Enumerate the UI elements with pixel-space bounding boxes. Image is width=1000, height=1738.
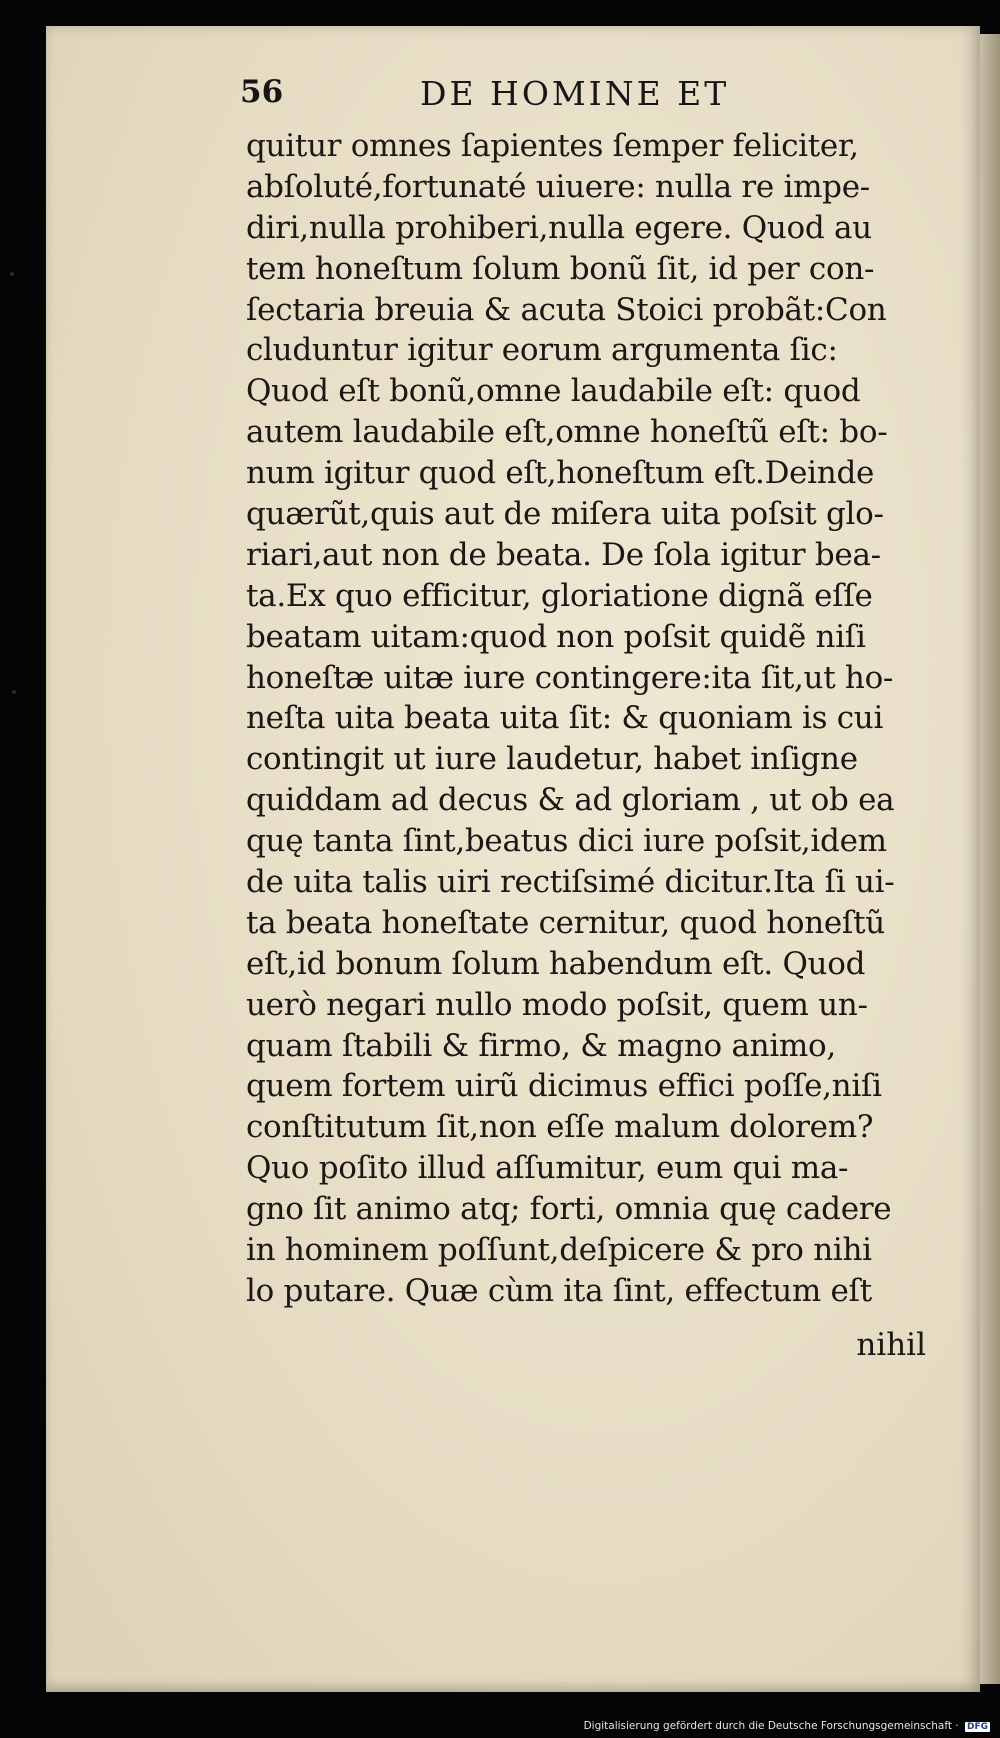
text-line: in hominem poſſunt,deſpicere & pro nihi — [246, 1232, 872, 1269]
text-line: tem honeſtum ſolum bonũ ſit, id per con- — [246, 250, 875, 287]
page-number: 56 — [240, 74, 284, 110]
catchword: nihil — [856, 1327, 926, 1363]
text-line: honeſtæ uitæ iure contingere:ita ſit,ut ho- — [246, 659, 894, 696]
text-line: quem fortem uirũ dicimus effici poſſe,niſi — [246, 1068, 882, 1105]
text-line: num igitur quod eſt,honeſtum eſt.Deinde — [246, 455, 875, 492]
text-line: quę tanta ſint,beatus dici iure poſsit,idem — [246, 823, 887, 860]
dfg-logo: DFG — [966, 1722, 988, 1732]
text-line: Quod eſt bonũ,omne laudabile eſt: quod — [246, 373, 861, 410]
text-line: de uita talis uiri rectiſsimé dicitur.Ita ſi ui- — [246, 864, 895, 901]
digitization-credit — [584, 1720, 990, 1732]
text-line: cluduntur igitur eorum argumenta ſic: — [246, 332, 838, 369]
text-line: diri,nulla prohiberi,nulla egere. Quod au — [246, 209, 872, 246]
text-line: lo putare. Quæ cùm ita ſint, effectum eſt — [246, 1272, 872, 1309]
text-line: quærũt,quis aut de miſera uita poſsit glo- — [246, 496, 884, 533]
text-line: abſoluté,fortunaté uiuere: nulla re impe- — [246, 168, 870, 205]
text-line: ta.Ex quo efficitur, gloriatione dignã eſſe — [246, 577, 873, 614]
running-head-title: DE HOMINE ET — [420, 74, 730, 113]
running-head — [240, 74, 940, 118]
text-line: ta beata honeſtate cernitur, quod honeſtũ — [246, 904, 885, 941]
text-line: quam ſtabili & firmo, & magno animo, — [246, 1027, 836, 1064]
dust-speck — [10, 272, 14, 276]
text-line: quitur omnes ſapientes ſemper feliciter, — [246, 128, 859, 164]
dust-speck — [12, 690, 16, 694]
text-line: riari,aut non de beata. De ſola igitur bea- — [246, 536, 881, 573]
text-line: neſta uita beata uita ſit: & quoniam is cui — [246, 700, 884, 737]
text-line: conſtitutum ſit,non eſſe malum dolorem? — [246, 1109, 874, 1146]
text-line: Quo poſito illud aſſumitur, eum qui ma- — [246, 1150, 849, 1187]
text-line: uerò negari nullo modo poſsit, quem un- — [246, 986, 868, 1023]
body-text — [246, 126, 926, 1312]
text-line: contingit ut iure laudetur, habet inſigne — [246, 741, 858, 778]
text-line: autem laudabile eſt,omne honeſtũ eſt: bo- — [246, 414, 888, 451]
text-line: quiddam ad decus & ad gloriam , ut ob ea — [246, 782, 895, 819]
text-line: beatam uitam:quod non poſsit quidẽ niſi — [246, 618, 866, 655]
credit-text: Digitalisierung gefördert durch die Deutsche Forschungsgemeinschaft · — [583, 1720, 959, 1732]
text-line: ſectaria breuia & acuta Stoici probãt:Con — [246, 291, 887, 328]
text-line: eſt,id bonum ſolum habendum eſt. Quod — [246, 945, 866, 982]
text-line: gno ſit animo atq; forti, omnia quę cadere — [246, 1191, 892, 1228]
adjacent-page-edge — [980, 34, 1000, 1684]
